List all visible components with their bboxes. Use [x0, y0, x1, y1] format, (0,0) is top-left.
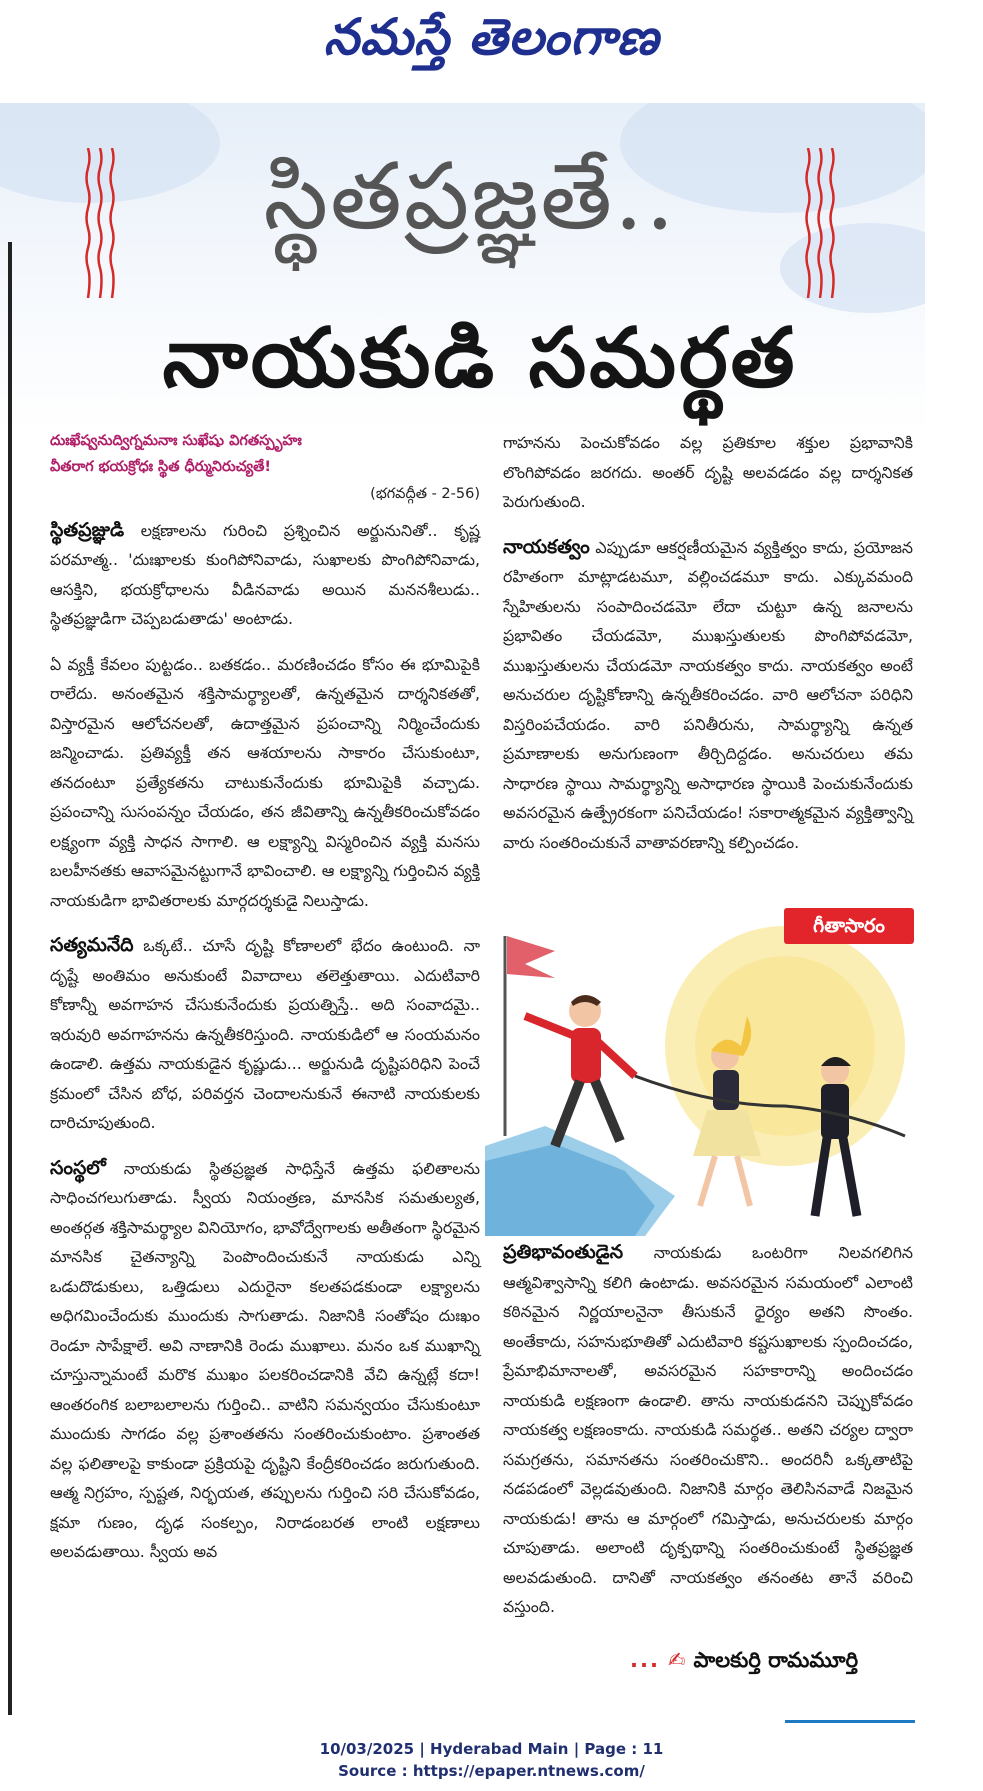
- paragraph: గాహనను పెంచుకోవడం వల్ల ప్రతికూల శక్తుల ప్రభావానికి లొంగిపోవడం జరగదు. అంతర్ దృష్టి అలవడడం వల్ల దార్శనికత పెరుగుతుంది.: [503, 433, 913, 511]
- verse-line-2: వీతరాగ భయక్రోధః స్థిత ధీర్మునిరుచ్యతే!: [50, 459, 271, 475]
- paragraph: [503, 533, 913, 858]
- paragraph: [50, 1154, 480, 1567]
- verse-line-1: దుఃఖేష్వనుద్విగ్నమనాః సుఖేషు విగతస్పృహః: [50, 433, 302, 449]
- article-hero: [0, 103, 925, 433]
- paragraph-lead: సత్యమనేది: [50, 934, 134, 956]
- masthead: [0, 8, 983, 88]
- leadership-illustration: [485, 906, 917, 1236]
- column-rule: [8, 242, 12, 1715]
- paragraph-text: నాయకుడు ఒంటరిగా నిలవగలిగిన ఆత్మవిశ్వాసాన్ని కలిగి ఉంటాడు. అవసరమైన సమయంలో ఎలాంటి కఠినమైన నిర్ణయాలనైనా తీసుకునే ధైర్యం అతని సొంతం. అంతేకాదు, సహనుభూతితో ఎదుటివారి కష్టసుఖాలకు స్పందించడం, ప్రేమాభిమానాలతో, అవసరమైన సహకారాన్ని అందించడం నాయకుడి లక్షణంగా ఉండాలి. తాను నాయకుడనని చెప్పుకోవడం నాయకత్వ లక్షణంకాదు. నాయకుడి సమర్థత.. అతని చర్యల ద్వారా సమగ్రతను, సమానతను సంతరించుకొని.. అందరినీ ఒక్కతాటిపై నడపడంలో వెల్లడవుతుంది. నిజానికి మార్గం తెలిసినవాడే నిజమైన నాయకుడు! తాను ఆ మార్గంలో గమిస్తాడు, అనుచరులకు మార్గం చూపుతాడు. అలాంటి దృక్పథాన్ని సంతరించుకుంటే స్థితప్రజ్ఞత అలవడుతుంది. దానితో నాయకత్వం తనంతట తానే వరించి వస్తుంది.: [503, 1243, 913, 1616]
- decorative-wave-left: [85, 148, 115, 298]
- article-headline: నాయకుడి సమర్థత: [162, 311, 798, 406]
- paragraph: [503, 1238, 913, 1622]
- footer-date-edition: 10/03/2025 | Hyderabad Main | Page : 11: [319, 1740, 664, 1758]
- divider: [785, 1720, 915, 1723]
- footer-source[interactable]: Source : https://epaper.ntnews.com/: [338, 1762, 645, 1780]
- paragraph-lead: స్థితప్రజ్ఞుడి: [50, 518, 125, 541]
- paragraph-lead: నాయకత్వం: [503, 535, 590, 558]
- category-tag: గీతాసారం: [784, 908, 914, 944]
- decorative-wave-right: [805, 148, 835, 298]
- page-footer: [0, 1738, 983, 1782]
- pen-icon: ✍: [667, 1648, 686, 1672]
- article-column-right-top: [503, 428, 913, 873]
- author-dots: ...: [630, 1648, 660, 1672]
- paragraph-text: ఒక్కటే.. చూసే దృష్టి కోణాలలో భేదం ఉంటుంది. నా దృష్టే అంతిమం అనుకుంటే వివాదాలు తలెత్తుతాయి. ఎదుటివారి కోణాన్నీ అవగాహన చేసుకునేందుకు ప్రయత్నిస్తే.. అది సంవాదమై.. ఇరువురి అవగాహనను ఉన్నతీకరిస్తుంది. నాయకుడిలో ఆ సంయమనం ఉండాలి. ఉత్తమ నాయకుడైన కృష్ణుడు... అర్జునుడి దృష్టిపరిధిని పెంచే క్రమంలో చేసిన బోధ, పరివర్తన చెందాలనుకునే ఈనాటి నాయకులకు దారిచూపుతుంది.: [50, 936, 480, 1132]
- article-column-right-bottom: [503, 1238, 913, 1638]
- paragraph-lead: సంస్థలో: [50, 1156, 106, 1179]
- paragraph-text: ఎప్పుడూ ఆకర్షణీయమైన వ్యక్తిత్వం కాదు, ప్రయోజన రహితంగా మాట్లాడటమూ, వల్లించడమూ కాదు. ఎక్కువమంది స్నేహితులను సంపాదించడమో లేదా చుట్టూ ఉన్న జనాలను ప్రభావితం చేయడమో, ముఖస్తుతులకు పొంగిపోవడమో, ముఖస్తుతులను చేయడమో నాయకత్వం కాదు. నాయకత్వం అంటే అనుచరుల దృష్టికోణాన్ని ఉన్నతీకరించడం. వారి ఆలోచనా పరిధిని విస్తరింపచేయడం. వారి పనితీరును, సామర్థ్యాన్ని ఉన్నత ప్రమాణాలకు అనుగుణంగా తీర్చిదిద్దడం. అనుచరులు తమ సాధారణ స్థాయి సామర్థ్యాన్ని అసాధారణ స్థాయికి పెంచుకునేందుకు అవసరమైన ఉత్ప్రేరకంగా పనిచేయడం! సకారాత్మకమైన వ్యక్తిత్వాన్ని వారు సంతరించుకునే వాతావరణాన్ని కల్పించడం.: [503, 537, 913, 852]
- author-byline: [630, 1648, 858, 1678]
- verse-source: (భగవద్గీత - 2-56): [370, 486, 480, 502]
- author-name: పాలకుర్తి రామమూర్తి: [693, 1648, 859, 1672]
- article-kicker: స్థితప్రజ్ఞతే..: [263, 143, 677, 250]
- paragraph-text: నాయకుడు స్థితప్రజ్ఞత సాధిస్తేనే ఉత్తమ ఫలితాలను సాధించగలుగుతాడు. స్వీయ నియంత్రణ, మానసిక సమతుల్యత, అంతర్గత శక్తిసామర్థ్యాల వినియోగం, భావోద్వేగాలకు అతీతంగా స్థిరమైన మానసిక చైతన్యాన్ని పెంపొందించుకునే నాయకుడు ఎన్ని ఒడుదొడుకులు, ఒత్తిడులు ఎదురైనా కలతపడకుండా లక్ష్యాలను అధిగమించేందుకు ముందుకు సాగుతాడు. నిజానికి సంతోషం దుఃఖం రెండూ సాపేక్షాలే. అవి నాణానికి రెండు ముఖాలు. మనం ఒక ముఖాన్ని చూస్తున్నామంటే మరొక ముఖం పలకరించడానికి వేచి ఉన్నట్లే కదా! ఆంతరంగిక బలాబలాలను గుర్తించి.. వాటిని సమన్వయం చేసుకుంటూ ముందుకు సాగడం వల్ల ప్రశాంతతను సంతరించుకుంటాం. ప్రశాంతత వల్ల ఫలితాలపై కాకుండా ప్రక్రియపై దృష్టిని కేంద్రీకరించడం జరుగుతుంది. ఆత్మ నిగ్రహం, స్పష్టత, నిర్భయత, తప్పులను గుర్తించి సరి చేసుకోవడం, క్షమా గుణం, దృఢ సంకల్పం, నిరాడంబరత లాంటి లక్షణాలు అలవడుతాయి. స్వీయ అవ: [50, 1158, 480, 1561]
- paragraph-text: లక్షణాలను గురించి ప్రశ్నించిన అర్జునునితో.. కృష్ణ పరమాత్మ.. 'దుఃఖాలకు కుంగిపోనివాడు, సుఖాలకు పొంగిపోనివాడు, ఆసక్తిని, భయక్రోధాలను వీడినవాడు అయిన మననశీలుడు.. స్థితప్రజ్ఞుడిగా చెప్పబడుతాడు' అంటాడు.: [50, 520, 480, 628]
- paragraph: ఏ వ్యక్తీ కేవలం పుట్టడం.. బతకడం.. మరణించడం కోసం ఈ భూమిపైకి రాలేదు. అనంతమైన శక్తిసామర్థ్యాలతో, ఉన్నతమైన దార్శనికతతో, విస్తారమైన ఆలోచనలతో, ఉదాత్తమైన ప్రపంచాన్ని నిర్మించేందుకు జన్మించాడు. ప్రతివ్యక్తీ తన ఆశయాలను సాకారం చేసుకుంటూ, తనదంటూ ప్రత్యేకతను చాటుకునేందుకు భూమిపైకి వచ్చాడు. ప్రపంచాన్ని సుసంపన్నం చేయడం, తన జీవితాన్ని ఉన్నతీకరించుకోవడం లక్ష్యంగా వ్యక్తి సాధన సాగాలి. ఆ లక్ష్యాన్ని విస్మరించిన వ్యక్తి మనసు బలహీనతకు ఆవాసమైనట్టుగానే భావించాలి. ఆ లక్ష్యాన్ని గుర్తించిన వ్యక్తి నాయకుడిగా భావితరాలకు మార్గదర్శకుడై నిలుస్తాడు.: [50, 654, 480, 910]
- article-column-left: [50, 428, 480, 1583]
- paragraph-lead: ప్రతిభావంతుడైన: [503, 1241, 624, 1263]
- paragraph: [50, 516, 480, 634]
- paragraph: [50, 931, 480, 1138]
- masthead-title: నమస్తే తెలంగాణ: [323, 8, 660, 66]
